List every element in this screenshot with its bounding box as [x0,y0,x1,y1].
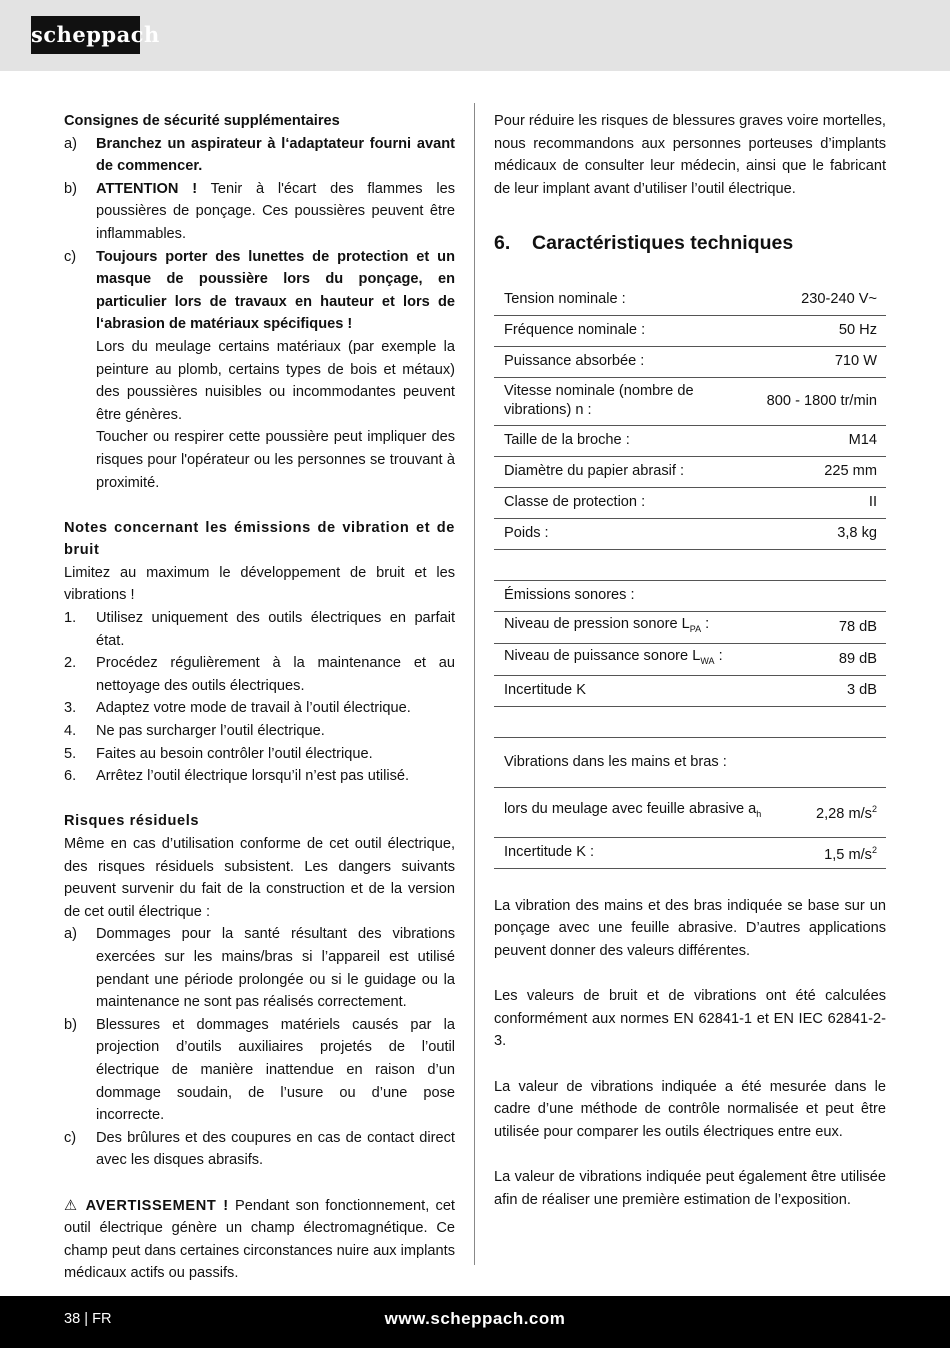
table-row: lors du meulage avec feuille abrasive $a_h$ 2,28 $m/s^2$ [494,787,886,837]
table-row: Poids : 3,8 kg [494,518,886,549]
list-item: b) Blessures et dommages matériels causés par la projection d’outils auxiliaires projetés de l’outil électrique de manière inattendue en raison d’un dommage soudain, de l’usure ou d’une pose incorrecte. [64,1016,455,1124]
vibration-paragraph-4: La valeur de vibrations indiquée peut également être utilisée afin de réaliser une première estimation de l’exposition. [494,1169,886,1208]
table-row: Incertitude K : 1,5 $m/s^2$ [494,837,886,868]
vibration-notes-intro: Limitez au maximum le développement de bruit et les vibrations ! [64,564,455,604]
safety-c-para2: Toucher ou respirer cette poussière peut impliquer des risques pour l'opérateur ou les personnes se trouvant à proximité. [96,429,455,491]
list-item: 5. Faites au besoin contrôler l’outil électrique. [64,745,373,762]
section-heading: 6. Caractéristiques techniques [494,232,794,255]
vibration-paragraph-2: Les valeurs de bruit et de vibrations ont été calculées conformément aux normes EN 62841-1 et EN IEC 62841-2-3. [494,988,886,1050]
scheppach-logo: scheppach [31,16,140,54]
list-item: a) Dommages pour la santé résultant des vibrations exercées sur les mains/bras si l’appareil est utilisé pendant une période prolongée ou si le guidage ou la maintenance ne sont pas réalisés correctement. [64,926,455,1011]
residual-risks-intro: Même en cas d’utilisation conforme de cet outil électrique, des risques résiduels subsistent. Les dangers suivants peuvent survenir du fait de la construction et de la version de cet outil électrique : [64,836,455,920]
left-column [64,110,455,1285]
list-item: 1. Utilisez uniquement des outils électriques en parfait état. [64,610,455,649]
safety-title: Consignes de sécurité supplémentaires [64,113,340,129]
table-row: Tension nominale : 230-240 V~ [494,284,886,315]
page-number: 38 | FR [64,1311,112,1327]
list-item: 6. Arrêtez l’outil électrique lorsqu’il n’est pas utilisé. [64,768,410,785]
vibration-paragraph-1: La vibration des mains et des bras indiquée se base sur un ponçage avec une feuille abrasive. D’autres applications peuvent donner des valeurs différentes. [494,897,886,960]
safety-item-a: a) Branchez un aspirateur à l‘adaptateur fourni avant de commencer. [64,135,455,175]
table-row: Vitesse nominale (nombre de vibrations) n : 800 - 1800 tr/min [494,377,886,425]
safety-c-para1: Lors du meulage certains matériaux (par exemple la peinture au plomb, certains types de bois et métaux) des poussières nuisibles ou incommodantes peuvent être génères. [96,338,455,423]
table-row: Taille de la broche : M14 [494,425,886,456]
noise-table [494,580,886,707]
table-row: Fréquence nominale : 50 Hz [494,315,886,346]
warning-triangle-icon: ⚠ [64,1197,80,1214]
table-row: Incertitude K 3 dB [494,675,886,706]
residual-risks-title: Risques résiduels [64,813,200,830]
header-bar [0,0,950,71]
table-row: Puissance absorbée : 710 W [494,346,886,377]
table-row: Classe de protection : II [494,487,886,518]
vibration-notes-title: Notes concernant les émissions de vibration et de bruit [64,519,455,559]
list-item: 2. Procédez régulièrement à la maintenance et au nettoyage des outils électriques. [64,655,455,694]
right-column [494,110,886,1211]
implant-intro: Pour réduire les risques de blessures graves voire mortelles, nous recommandons aux personnes porteuses d’implants médicaux de consulter leur médecin, ainsi que le fabricant de leur implant avant d’utiliser l’outil électrique. [494,113,886,197]
table-row: Émissions sonores : [494,580,886,611]
list-item: c) Des brûlures et des coupures en cas de contact direct avec les disques abrasifs. [64,1129,455,1169]
safety-item-b: b) ATTENTION ! Tenir à l'écart des flammes les poussières de ponçage. Ces poussières peuvent être inflammables. [64,180,455,242]
warning-paragraph: ⚠ AVERTISSEMENT ! Pendant son fonctionnement, cet outil électrique génère un champ électromagnétique. Ce champ peut dans certaines circonstances nuire aux implants médicaux actifs ou passifs. [64,1197,455,1282]
list-item: 4. Ne pas surcharger l’outil électrique. [64,723,325,740]
table-row: Diamètre du papier abrasif : 225 mm [494,456,886,487]
safety-item-c: c) Toujours porter des lunettes de protection et un masque de poussière lors du ponçage, en particulier lors de travaux en hauteur et lors de l‘abrasion de matériaux spécifiques ! Lors du meulage certains matériaux (par exemple la peinture au plomb, certains types de bois et métaux) des poussières nuisibles ou incommodantes peuvent être génères. Toucher ou respirer cette poussière peut impliquer des risques pour l'opérateur ou les personnes se trouvant à proximité. [64,246,455,495]
specs-table [494,284,886,550]
list-item: 3. Adaptez votre mode de travail à l’outil électrique. [64,700,411,717]
column-divider [474,103,475,1265]
table-row: Niveau de pression sonore $L_{PA}$ : 78 dB [494,611,886,643]
table-row: Vibrations dans les mains et bras : [494,737,886,787]
footer-bar [0,1296,950,1348]
vibration-table [494,737,886,869]
vibration-paragraph-3: La valeur de vibrations indiquée a été mesurée dans le cadre d’une méthode de contrôle normalisée et peut être utilisée pour comparer les outils électriques entre eux. [494,1078,886,1140]
website-link[interactable]: www.scheppach.com [384,1309,566,1328]
table-row: Niveau de puissance sonore $L_{WA}$ : 89 dB [494,643,886,675]
